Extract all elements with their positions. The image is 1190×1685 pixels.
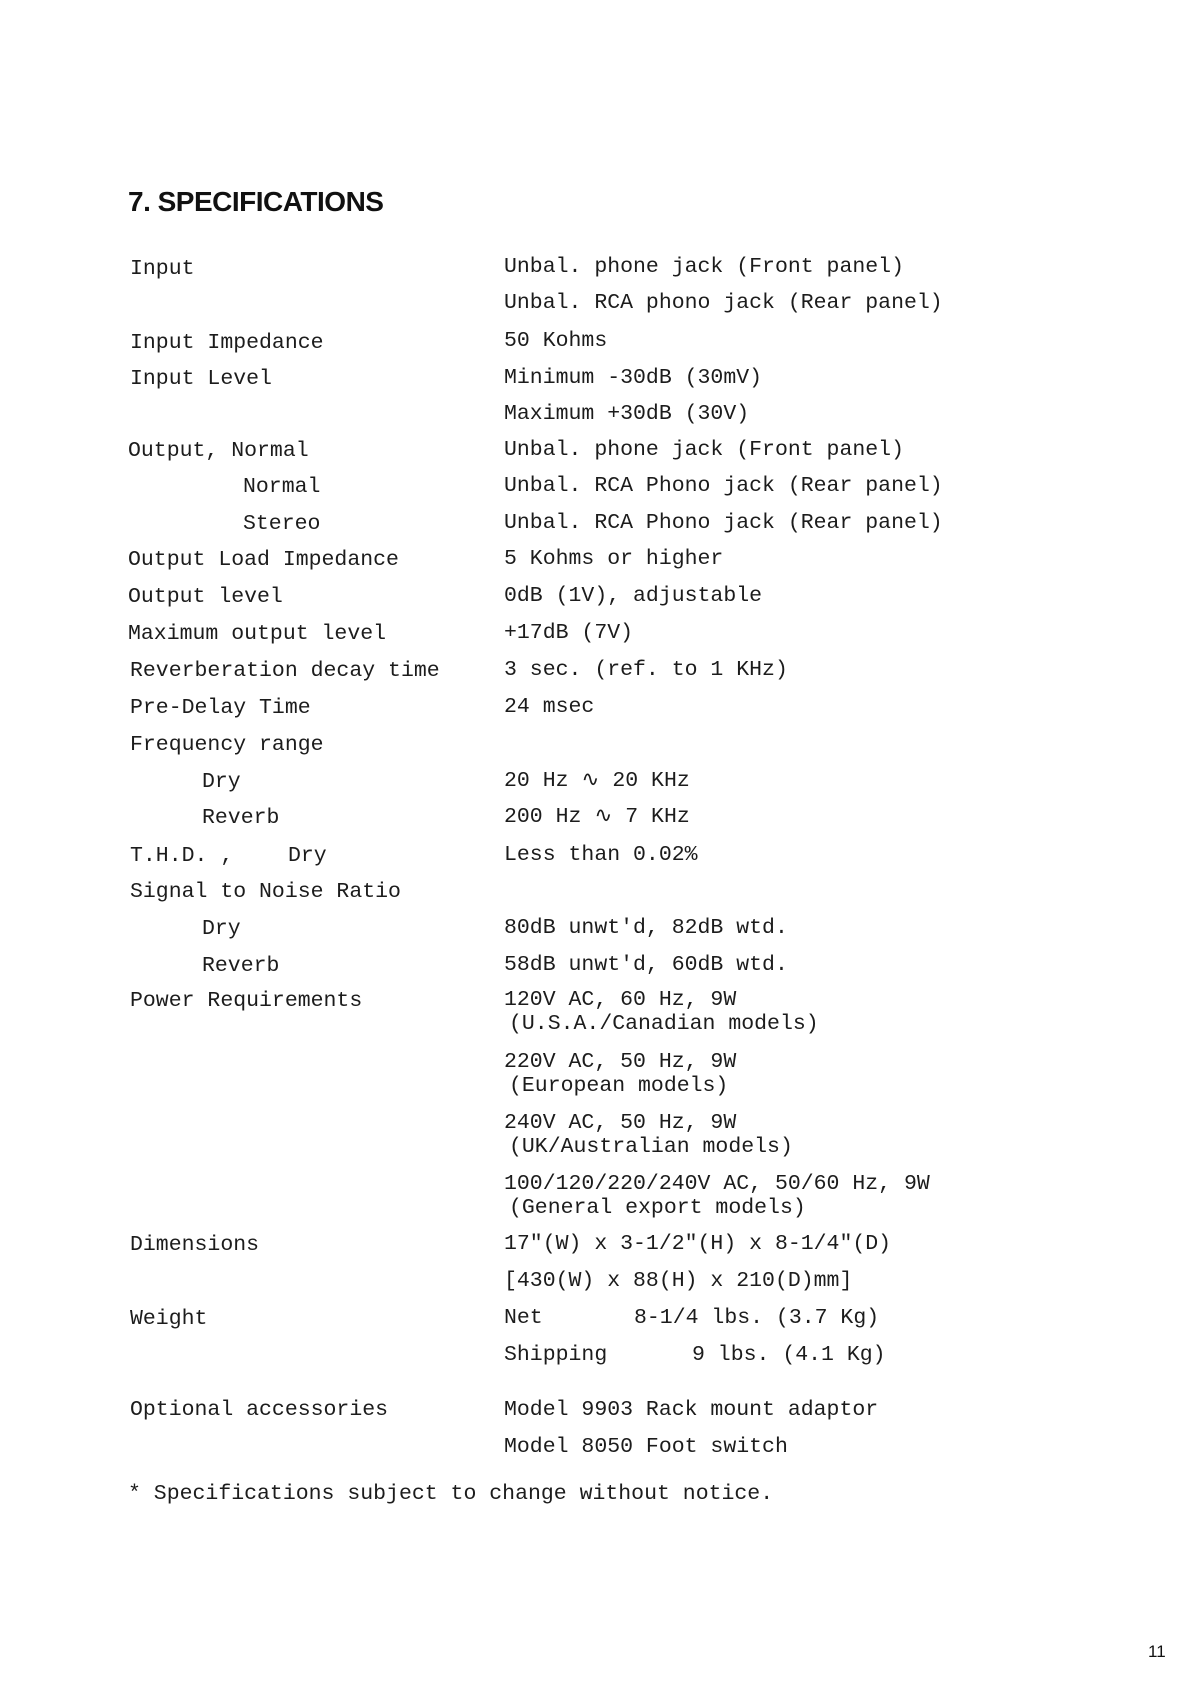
power-general-line-1: 100/120/220/240V AC, 50/60 Hz, 9W [504, 1172, 930, 1196]
output-load-impedance-value: 5 Kohms or higher [504, 547, 724, 571]
input-value-1: Unbal. phone jack (Front panel) [504, 255, 904, 279]
power-uk-line-2: (UK/Australian models) [509, 1135, 793, 1159]
weight-shipping-label: Shipping [504, 1343, 608, 1367]
max-output-level-value: +17dB (7V) [504, 621, 634, 645]
reverb-decay-label: Reverberation decay time [130, 659, 440, 683]
weight-net-label: Net [504, 1306, 543, 1330]
output-normal-value: Unbal. phone jack (Front panel) [504, 438, 904, 462]
input-level-label: Input Level [130, 367, 272, 391]
freq-dry-label: Dry [202, 770, 241, 794]
accessories-value-2: Model 8050 Foot switch [504, 1435, 788, 1459]
snr-label: Signal to Noise Ratio [130, 880, 401, 904]
snr-reverb-value: 58dB unwt'd, 60dB wtd. [504, 953, 788, 977]
thd-dry-label: Dry [288, 844, 327, 868]
input-impedance-label: Input Impedance [130, 331, 324, 355]
accessories-label: Optional accessories [130, 1398, 389, 1422]
pre-delay-label: Pre-Delay Time [130, 696, 311, 720]
power-label: Power Requirements [130, 989, 363, 1013]
power-general-line-2: (General export models) [509, 1196, 806, 1220]
footnote: * Specifications subject to change without notice. [128, 1482, 774, 1506]
frequency-range-label: Frequency range [130, 733, 324, 757]
dimensions-value-2: [430(W) x 88(H) x 210(D)mm] [504, 1269, 853, 1293]
snr-reverb-label: Reverb [202, 954, 280, 978]
input-level-value-2: Maximum +30dB (30V) [504, 402, 750, 426]
page-number: 11 [1148, 1642, 1166, 1661]
input-label: Input [130, 257, 195, 281]
output-level-label: Output level [128, 585, 283, 609]
input-impedance-value: 50 Kohms [504, 329, 608, 353]
freq-reverb-label: Reverb [202, 806, 280, 830]
dimensions-label: Dimensions [130, 1233, 260, 1257]
output-load-impedance-label: Output Load Impedance [128, 548, 399, 572]
input-level-value-1: Minimum -30dB (30mV) [504, 366, 763, 390]
weight-shipping-value: 9 lbs. (4.1 Kg) [692, 1343, 886, 1367]
output-stereo-label: Stereo [243, 512, 321, 536]
accessories-value-1: Model 9903 Rack mount adaptor [504, 1398, 879, 1422]
power-uk-line-1: 240V AC, 50 Hz, 9W [504, 1111, 737, 1135]
weight-label: Weight [130, 1307, 208, 1331]
pre-delay-value: 24 msec [504, 695, 595, 719]
power-eu-line-1: 220V AC, 50 Hz, 9W [504, 1050, 737, 1074]
thd-value: Less than 0.02% [504, 843, 698, 867]
dimensions-value-1: 17"(W) x 3-1/2"(H) x 8-1/4"(D) [504, 1232, 892, 1256]
snr-dry-label: Dry [202, 917, 241, 941]
power-us-line-2: (U.S.A./Canadian models) [509, 1012, 819, 1036]
section-title: 7. SPECIFICATIONS [128, 186, 384, 217]
freq-dry-value: 20 Hz ∿ 20 KHz [504, 769, 690, 793]
power-us-line-1: 120V AC, 60 Hz, 9W [504, 988, 737, 1012]
weight-net-value: 8-1/4 lbs. (3.7 Kg) [634, 1306, 880, 1330]
max-output-level-label: Maximum output level [128, 622, 387, 646]
output-normal-2-value: Unbal. RCA Phono jack (Rear panel) [504, 474, 943, 498]
thd-label: T.H.D. , [130, 844, 234, 868]
snr-dry-value: 80dB unwt'd, 82dB wtd. [504, 916, 788, 940]
reverb-decay-value: 3 sec. (ref. to 1 KHz) [504, 658, 788, 682]
input-value-2: Unbal. RCA phono jack (Rear panel) [504, 291, 943, 315]
output-normal-2-label: Normal [243, 475, 321, 499]
freq-reverb-value: 200 Hz ∿ 7 KHz [504, 805, 690, 829]
output-normal-label: Output, Normal [128, 439, 309, 463]
output-level-value: 0dB (1V), adjustable [504, 584, 763, 608]
output-stereo-value: Unbal. RCA Phono jack (Rear panel) [504, 511, 943, 535]
power-eu-line-2: (European models) [509, 1074, 729, 1098]
